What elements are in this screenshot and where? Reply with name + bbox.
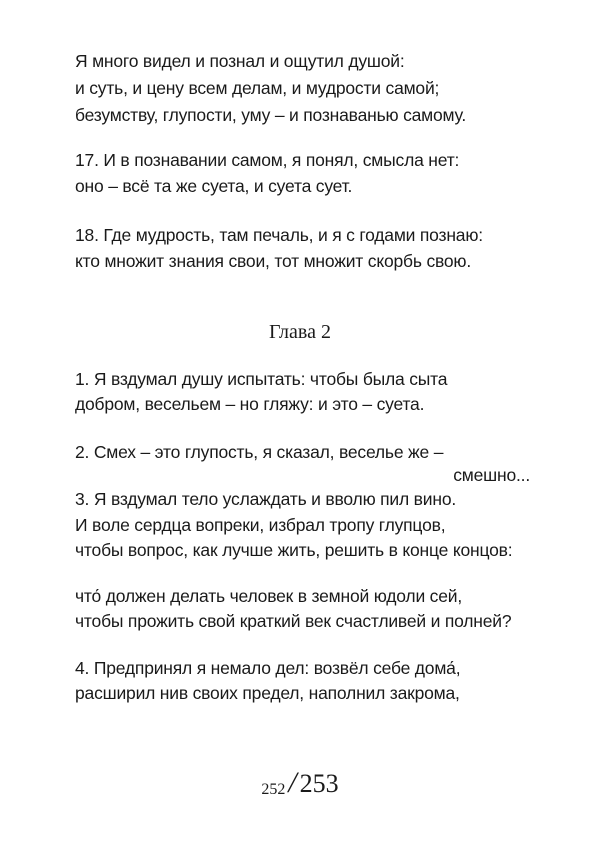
- verse-line: расширил нив своих предел, наполнил закрома,: [75, 683, 460, 703]
- verse-line: Я много видел и познал и ощутил душой:: [75, 51, 405, 71]
- previous-page-number: 252: [261, 781, 286, 798]
- verse-line: чтобы вопрос, как лучше жить, решить в конце концов:: [75, 540, 513, 560]
- verse-line: кто множит знания свои, тот множит скорбь свою.: [75, 251, 472, 271]
- verse-line: 3. Я вздумал тело услаждать и вволю пил вино.: [75, 489, 457, 509]
- verse-line: 4. Предпринял я немало дел: возвёл себе дома́,: [75, 658, 461, 678]
- verse-line: и суть, и цену всем делам, и мудрости самой;: [75, 78, 440, 98]
- verse-line: безумству, глупости, уму – и познаванью самому.: [75, 105, 467, 125]
- verse-line: 2. Смех – это глупость, я сказал, веселье же –: [75, 442, 444, 462]
- verse-line: что́ должен делать человек в земной юдоли сей,: [75, 586, 462, 606]
- verse-line: чтобы прожить свой краткий век счастливей и полней?: [75, 611, 512, 631]
- chapter-heading: Глава 2: [269, 321, 331, 343]
- verse-line: 18. Где мудрость, там печаль, и я с годами познаю:: [75, 225, 483, 245]
- current-page-number: 253: [299, 769, 339, 798]
- verse-line: 1. Я вздумал душу испытать: чтобы была сыта: [75, 369, 448, 389]
- verse-line: И воле сердца вопреки, избрал тропу глупцов,: [75, 515, 446, 535]
- page-number-separator: /: [288, 766, 297, 799]
- verse-line: оно – всё та же суета, и суета сует.: [75, 176, 353, 196]
- verse-line: добром, весельем – но гляжу: и это – суета.: [75, 394, 425, 414]
- verse-line-continuation: смешно...: [453, 465, 530, 485]
- verse-line: 17. И в познавании самом, я понял, смысла нет:: [75, 150, 460, 170]
- page-numbers: [0, 766, 600, 800]
